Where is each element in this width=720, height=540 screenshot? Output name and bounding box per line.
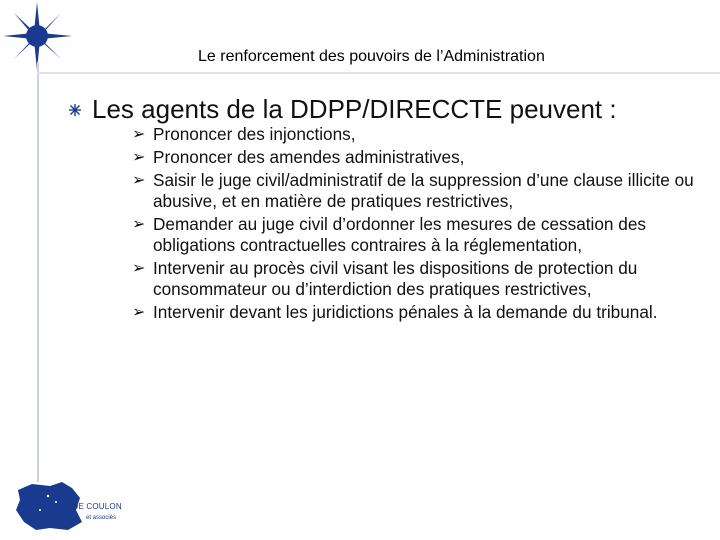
arrow-bullet-icon: ➢ [132,260,146,277]
list-item [132,214,702,256]
logo-company-name: JEAN-C E DE COULON [32,502,122,511]
horizontal-rule [37,72,720,74]
arrow-bullet-icon: ➢ [132,216,146,233]
asterisk-bullet-icon [68,103,82,117]
list-item-text: Prononcer des amendes administratives, [153,147,465,167]
list-item [132,147,702,168]
main-point [68,94,617,125]
arrow-bullet-icon: ➢ [132,126,146,143]
list-item [132,302,702,323]
list-item-text: Demander au juge civil d’ordonner les mesures de cessation des obligations contractuelles contraires à la réglementation, [153,214,646,255]
main-point-text: Les agents de la DDPP/DIRECCTE peuvent : [92,94,617,124]
list-item-text: Intervenir devant les juridictions pénales à la demande du tribunal. [153,302,658,322]
sub-point-list [132,124,702,325]
compass-star-icon [0,0,80,80]
logo-tagline: et associés [86,515,117,521]
arrow-bullet-icon: ➢ [132,149,146,166]
list-item [132,124,702,145]
vertical-rule [37,62,39,482]
slide-title: Le renforcement des pouvoirs de l’Administration [198,48,545,65]
list-item [132,170,702,212]
list-item-text: Saisir le juge civil/administratif de la suppression d’une clause illicite ou abusive, et en matière de pratiques restrictives, [153,170,694,211]
list-item [132,258,702,300]
list-item-text: Prononcer des injonctions, [153,124,356,144]
arrow-bullet-icon: ➢ [132,172,146,189]
list-item-text: Intervenir au procès civil visant les dispositions de protection du consommateur ou d’interdiction des pratiques restrictives, [153,258,638,299]
arrow-bullet-icon: ➢ [132,304,146,321]
